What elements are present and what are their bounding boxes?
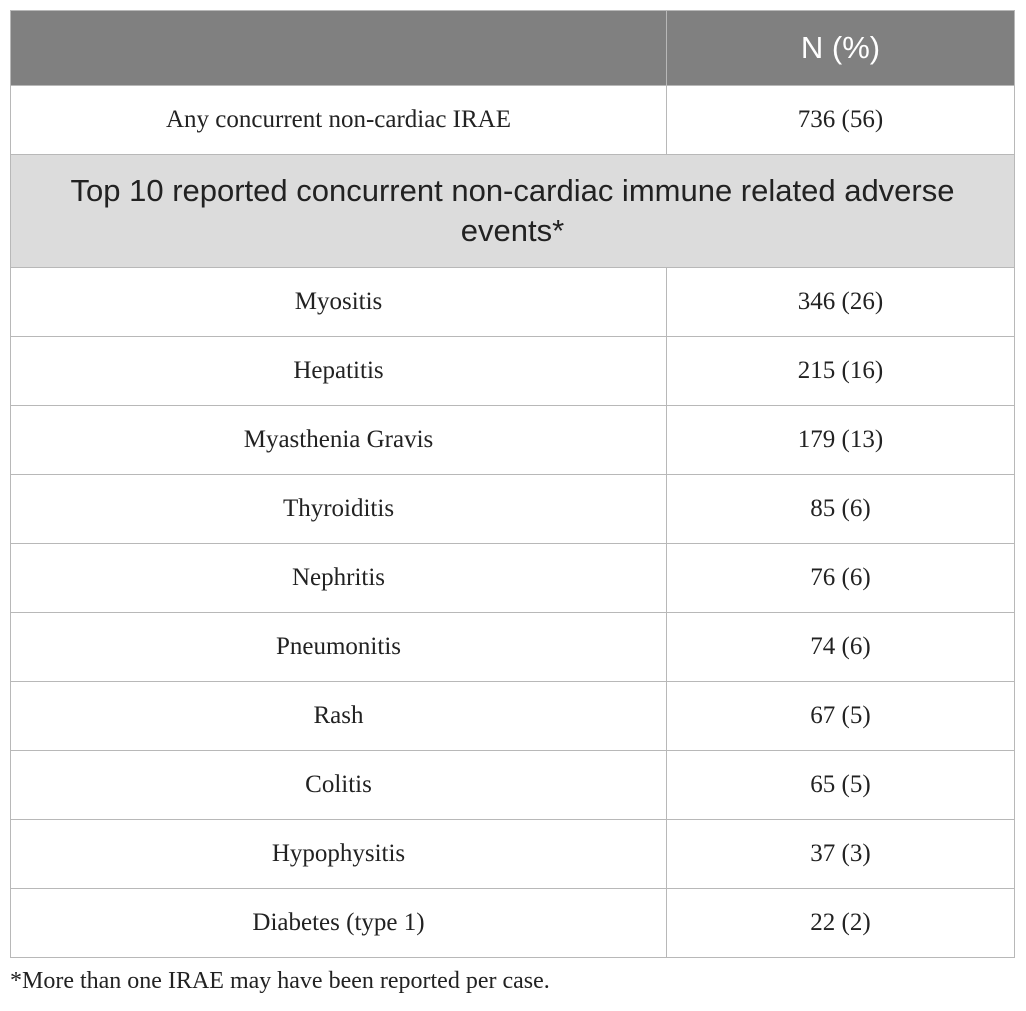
table-row (11, 613, 1015, 682)
table-row (11, 889, 1015, 958)
header-cell-n-percent: N (%) (667, 11, 1015, 86)
row-label: Hypophysitis (11, 820, 667, 889)
table-footnote: *More than one IRAE may have been reported per case. (10, 968, 550, 994)
irae-table-container (10, 10, 1014, 958)
table-header-row (11, 11, 1015, 86)
row-label: Colitis (11, 751, 667, 820)
table-row (11, 406, 1015, 475)
row-value: 74 (6) (667, 613, 1015, 682)
row-label: Pneumonitis (11, 613, 667, 682)
irae-table (10, 10, 1015, 958)
summary-value: 736 (56) (667, 86, 1015, 155)
row-value: 37 (3) (667, 820, 1015, 889)
table-row (11, 268, 1015, 337)
row-label: Thyroiditis (11, 475, 667, 544)
section-title: Top 10 reported concurrent non-cardiac immune related adverse events* (11, 155, 1015, 268)
row-value: 346 (26) (667, 268, 1015, 337)
row-value: 22 (2) (667, 889, 1015, 958)
row-label: Rash (11, 682, 667, 751)
table-row (11, 751, 1015, 820)
row-label: Myositis (11, 268, 667, 337)
row-value: 179 (13) (667, 406, 1015, 475)
header-cell-label (11, 11, 667, 86)
row-value: 215 (16) (667, 337, 1015, 406)
table-row (11, 544, 1015, 613)
table-row (11, 337, 1015, 406)
summary-row (11, 86, 1015, 155)
table-row (11, 682, 1015, 751)
row-value: 85 (6) (667, 475, 1015, 544)
row-value: 67 (5) (667, 682, 1015, 751)
row-label: Hepatitis (11, 337, 667, 406)
row-label: Myasthenia Gravis (11, 406, 667, 475)
row-label: Nephritis (11, 544, 667, 613)
table-row (11, 820, 1015, 889)
summary-label: Any concurrent non-cardiac IRAE (11, 86, 667, 155)
section-header-row (11, 155, 1015, 268)
row-value: 76 (6) (667, 544, 1015, 613)
row-value: 65 (5) (667, 751, 1015, 820)
table-row (11, 475, 1015, 544)
row-label: Diabetes (type 1) (11, 889, 667, 958)
